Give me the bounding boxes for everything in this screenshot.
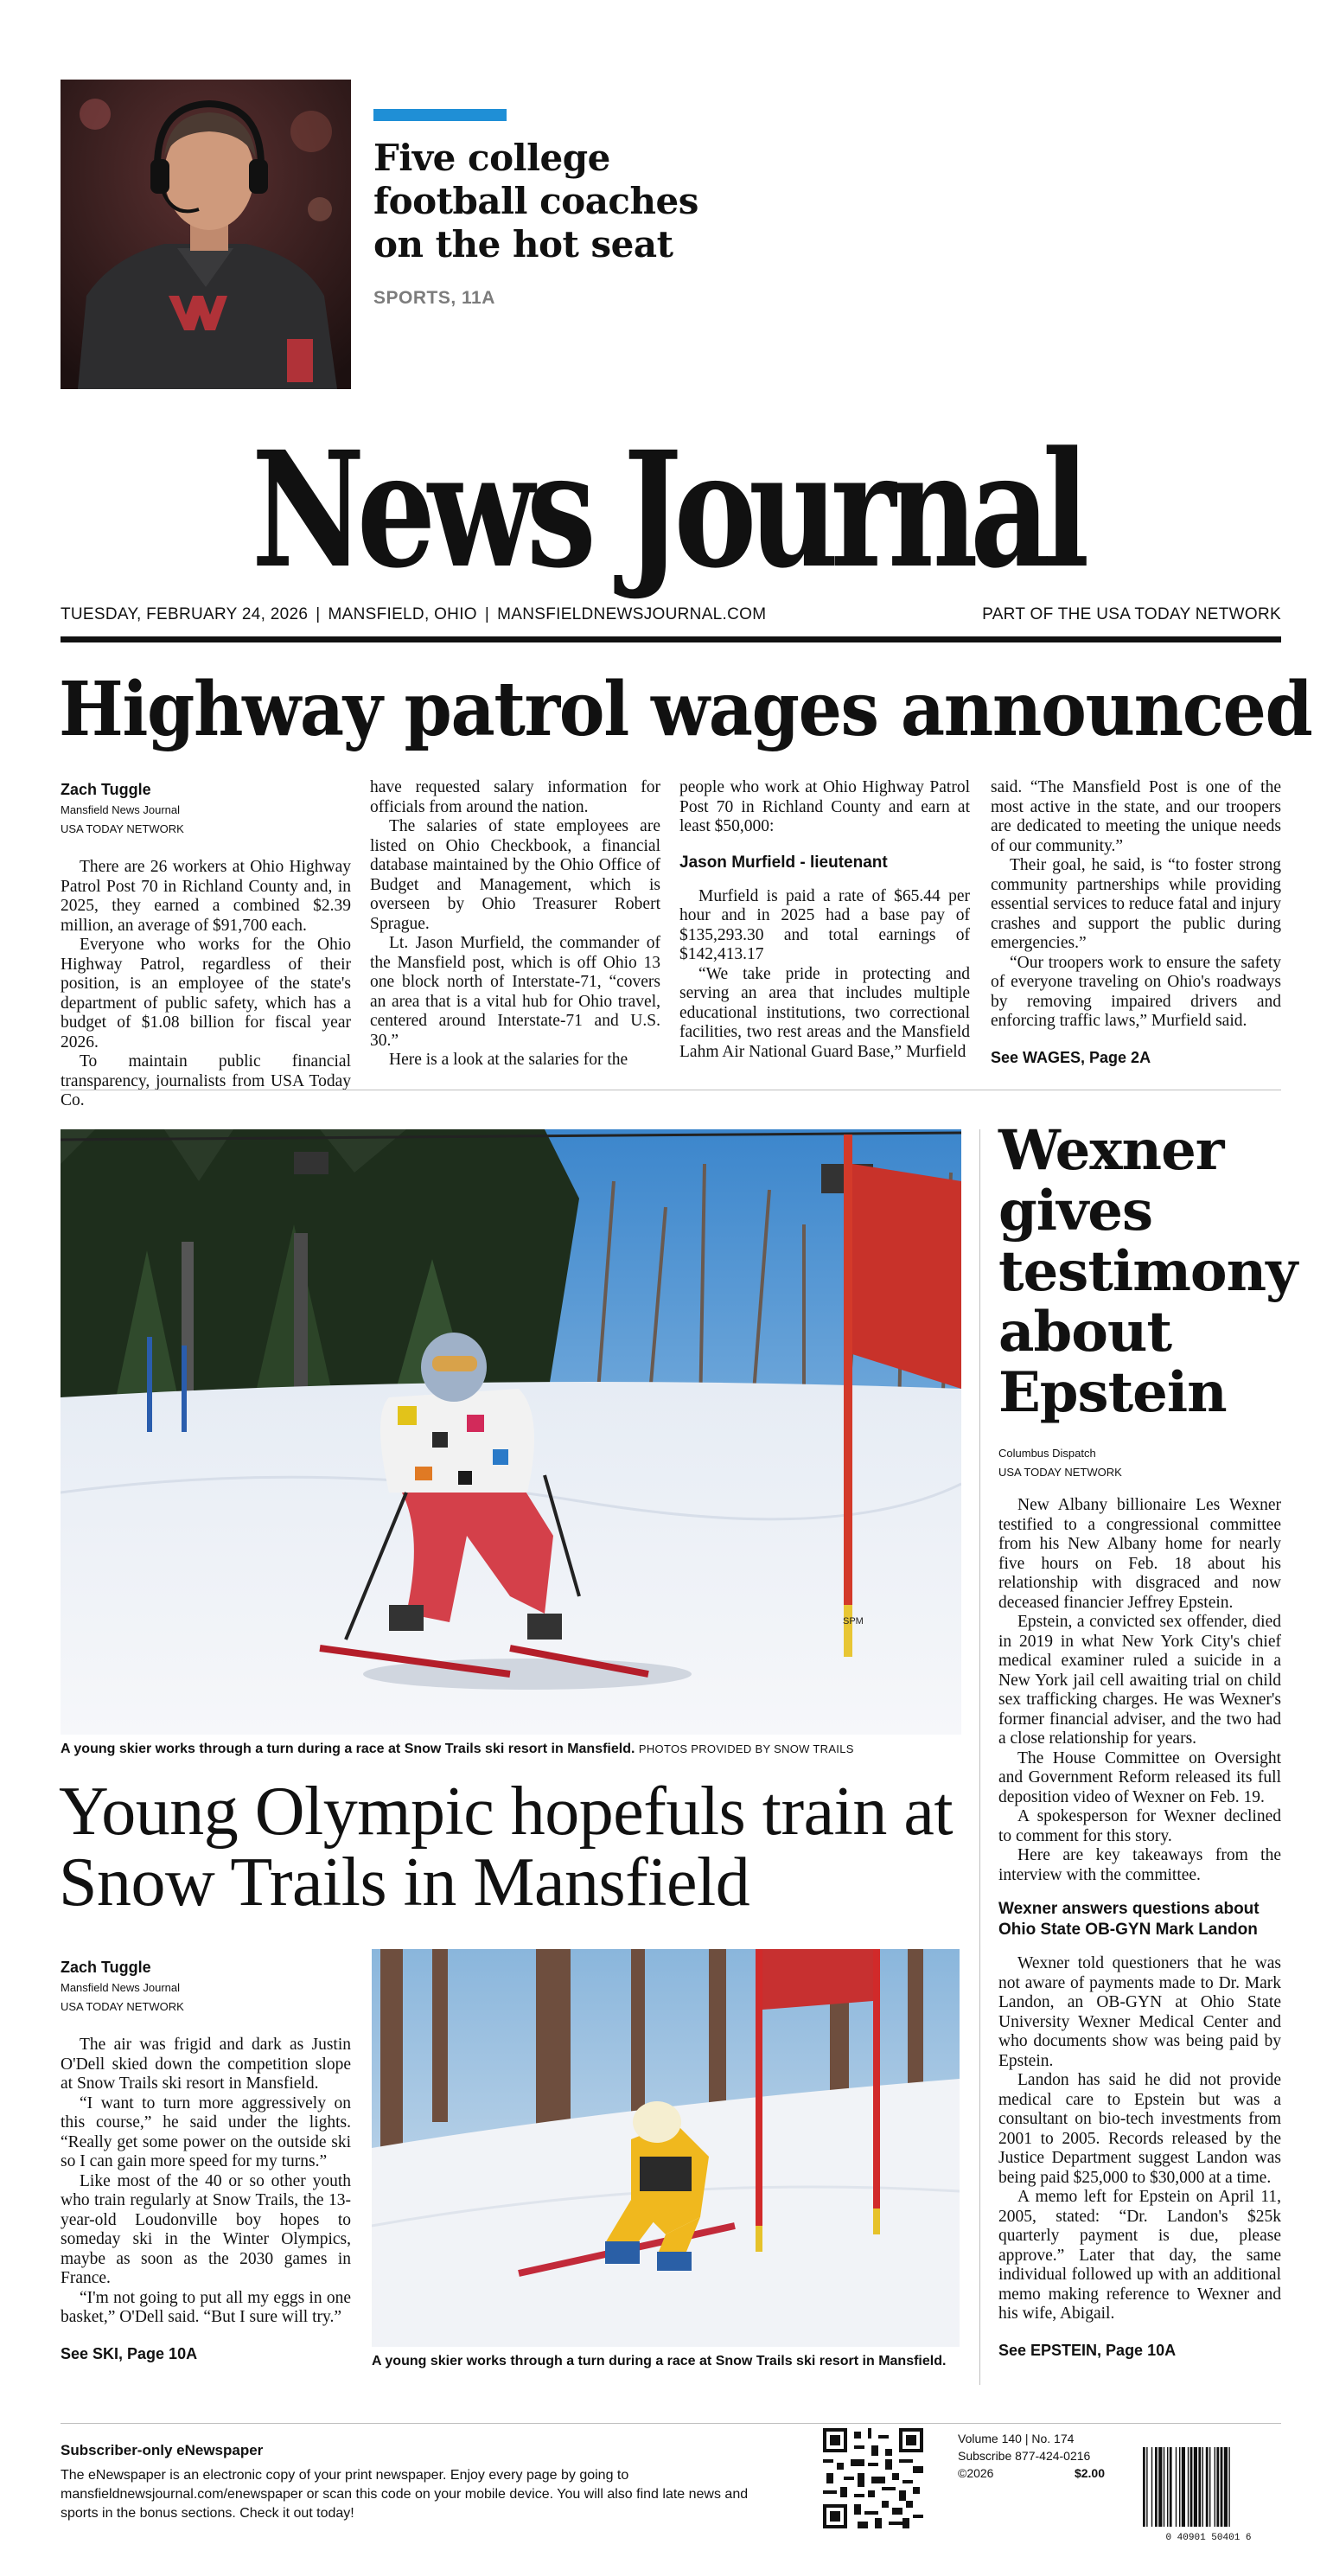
paragraph: said. “The Mansfield Post is one of the most active in the state, and our troopers are dedicated to meeting the unique needs of our community.” [991,778,1281,855]
paragraph: Wexner told questioners that he was not aware of payments made to Dr. Mark Landon, an OB-GYN at Ohio State University Wexner Medical Center and who documents show was being paid by Epstein. [998,1954,1281,2070]
photo-credit: PHOTOS PROVIDED BY SNOW TRAILS [638,1742,854,1755]
masthead-title: News Journal [252,417,1081,604]
lead-byline-name: Zach Tuggle [61,781,151,798]
paragraph: New Albany billionaire Les Wexner testified to a congressional committee from his New Albany home for nearly five hours on Feb. 18 about his relationship with disgraced and now deceased financier Jeffrey Epstein. [998,1496,1281,1612]
lead-column-2 [370,778,660,1071]
paragraph: There are 26 workers at Ohio Highway Patrol Post 70 in Richland County and, in 2025, they earned a combined $2.39 million, an average of $91,700 each. [61,858,351,935]
paragraph: To maintain public financial transparency, journalists from USA Today Co. [61,1052,351,1109]
issue-date: TUESDAY, FEBRUARY 24, 2026 [61,605,309,623]
gate-pole-text: SPM [843,1616,864,1627]
masthead-rule [61,636,1281,642]
copyright: ©2026 [958,2466,994,2480]
paragraph: “I'm not going to put all my eggs in one basket,” O'Dell said. “But I sure will try.” [61,2288,351,2326]
column-divider [979,1129,980,2385]
ski-photo-caption [61,1740,961,1759]
ski-byline-outlet: Mansfield News Journal [61,1981,181,1994]
enewspaper-description: The eNewspaper is an electronic copy of your print newspaper. Enjoy every page by going to mansfieldnewsjournal.com/enewspaper or scan this code on your mobile device. You will also find late news and sports in the bonus sections. Check it out today! [61,2468,749,2521]
paragraph: have requested salary information for officials from around the nation. [370,778,660,816]
paragraph: Here is a look at the salaries for the [389,1051,628,1069]
paragraph: Lt. Jason Murfield, the commander of the Mansfield post, which is off Ohio 13 one block north of Interstate-71, “covers an area that is a vital hub for Ohio travel, centered around Interstate-71 and U.S. 30.” [370,934,660,1050]
paragraph: Their goal, he said, is “to foster strong community partnerships while providing essential services to reduce fatal and injury crashes and support the public during emergencies.” [991,856,1281,952]
paragraph: “We take pride in protecting and serving an area that includes multiple educational institutions, two correctional facilities, two rest areas and the Mansfield Lahm Air National Guard Base,” Murfield [679,964,970,1061]
wexner-jump-link[interactable]: See EPSTEIN, Page 10A [998,2341,1177,2359]
lead-column-3 [679,778,970,1062]
teaser-headline[interactable]: Five college football coaches on the hot seat [373,137,698,265]
caption-text: A young skier works through a turn during a race at Snow Trails ski resort in Mansfield. [61,1742,635,1756]
enewspaper-title: Subscriber-only eNewspaper [61,2442,264,2458]
barcode-digits: 0 40901 50401 6 [1165,2533,1252,2542]
paragraph: Murfield is paid a rate of $65.44 per hour and in 2025 had a base pay of $135,293.30 and total earnings of $142,413.17 [679,886,970,963]
barcode-icon [1139,2447,1278,2542]
teaser-section-ref[interactable]: SPORTS, 11A [373,288,495,308]
qr-code-icon[interactable] [823,2428,923,2528]
lead-headline[interactable]: Highway patrol wages announced [59,666,1312,753]
issue-city: MANSFIELD, OHIO [328,605,477,623]
paragraph: Here are key takeaways from the interview with the committee. [998,1846,1281,1884]
paragraph: Epstein, a convicted sex offender, died in 2019 in what New York City's chief medical examiner ruled a suicide in a New York jail cell awaiting trial on child sex trafficking charges. He was Wexner's former financial adviser, and the two had a close relationship for years. [998,1613,1281,1748]
wexner-byline-outlet: Columbus Dispatch [998,1447,1096,1460]
ski-photo-2-illustration [372,1949,960,2347]
website-link[interactable]: MANSFIELDNEWSJOURNAL.COM [497,605,767,623]
lead-jump-link[interactable]: See WAGES, Page 2A [991,1048,1151,1066]
issue-info [958,2430,1105,2482]
paragraph: The air was frigid and dark as Justin O'Dell skied down the competition slope at Snow Trails ski resort in Mansfield. [61,2036,351,2093]
dateline: TUESDAY, FEBRUARY 24, 2026 | MANSFIELD, OHIO | MANSFIELDNEWSJOURNAL.COM [61,605,767,623]
lead-subhead: Jason Murfield - lieutenant [679,853,888,872]
coach-photo-illustration [61,80,351,389]
ski-headline[interactable]: Young Olympic hopefuls train at Snow Trails in Mansfield [59,1774,954,1921]
wexner-byline-network: USA TODAY NETWORK [998,1466,1122,1479]
paragraph: Like most of the 40 or so other youth who train regularly at Snow Trails, the 13-year-old Loudonville boy hopes to someday ski in the Winter Olympics, maybe as soon as the 2030 games in France. [61,2171,351,2287]
cover-price: $2.00 [1074,2466,1105,2480]
ski-photo-secondary [372,1949,960,2347]
paragraph: people who work at Ohio Highway Patrol Post 70 in Richland County and earn at least $50,000: [679,778,970,835]
teaser-accent-bar [373,109,507,121]
lead-column-4 [991,778,1281,1068]
lead-column-1 [61,778,351,1111]
teaser-coach-photo [61,80,351,389]
ski-photo-illustration [61,1129,961,1735]
paragraph: The House Committee on Oversight and Government Reform released its full deposition video of Wexner on Feb. 19. [998,1748,1281,1806]
subscribe-phone[interactable]: Subscribe 877-424-0216 [958,2449,1091,2463]
ski-photo-2-caption: A young skier works through a turn during a race at Snow Trails ski resort in Mansfield. [372,2354,947,2368]
wexner-column [998,1444,1281,2361]
network-tagline: PART OF THE USA TODAY NETWORK [982,605,1281,623]
ski-column [61,1956,351,2364]
wexner-headline[interactable]: Wexner gives testimony about Epstein [998,1118,1298,1425]
paragraph: A memo left for Epstein on April 11, 2005, stated: “Dr. Landon's $25k quarterly payment is due, please approve.” Later that day, the same individual followed up with an additional memo making reference to Wexner and his wife, Abigail. [998,2188,1281,2323]
lead-byline-outlet: Mansfield News Journal [61,803,181,816]
lead-byline-network: USA TODAY NETWORK [61,822,184,835]
wexner-subhead: Wexner answers questions about Ohio State OB-GYN Mark Landon [998,1900,1260,1939]
paragraph: A spokesperson for Wexner declined to comment for this story. [998,1807,1281,1845]
paragraph: Landon has said he did not provide medical care to Epstein but was a consultant on bio-tech investments from 2001 to 2005. Records released by the Justice Department suggest Landon was being paid $25,000 to $30,000 at a time. [998,2071,1281,2187]
paragraph: The salaries of state employees are listed on Ohio Checkbook, a financial database maintained by the Ohio Office of Budget and Management, which is overseen by Ohio Treasurer Robert Sprague. [370,817,660,933]
ski-jump-link[interactable]: See SKI, Page 10A [61,2344,198,2362]
ski-photo-main [61,1129,961,1735]
paragraph: Everyone who works for the Ohio Highway Patrol, regardless of their position, is an employee of the state's department of public safety, which has a budget of $1.08 billion for fiscal year 2026. [61,936,351,1051]
ski-byline-name: Zach Tuggle [61,1959,151,1976]
footer-rule [61,2423,1281,2424]
ski-byline-network: USA TODAY NETWORK [61,2000,184,2013]
volume-number: Volume 140 | No. 174 [958,2432,1075,2445]
paragraph: “Our troopers work to ensure the safety of everyone traveling on Ohio's roadways by removing impaired drivers and enforcing traffic laws,” Murfield said. [991,953,1281,1030]
paragraph: “I want to turn more aggressively on this course,” he said under the lights. “Really get some power on the outside ski so I can gain more speed for my turns.” [61,2093,351,2170]
